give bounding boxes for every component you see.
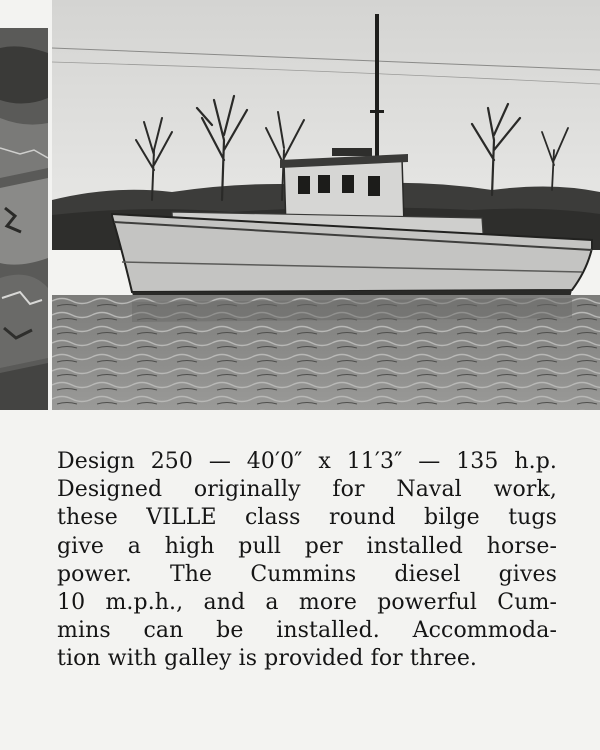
caption-line: mins can be installed. Accommoda- <box>57 618 557 644</box>
tugboat-photograph <box>52 0 600 410</box>
adjacent-photo-strip <box>0 28 48 410</box>
caption-line: tion with galley is provided for three. <box>57 646 478 672</box>
caption-line: give a high pull per installed horse- <box>57 533 557 559</box>
caption-line: 10 m.p.h., and a more powerful Cum- <box>57 590 557 616</box>
tugboat-photo-image <box>52 0 600 410</box>
caption-line: Design 250 — 40′0″ x 11′3″ — 135 h.p. <box>57 449 557 474</box>
caption-line: Designed originally for Naval work, <box>57 477 557 503</box>
caption-line: power. The Cummins diesel gives <box>57 561 557 587</box>
design-caption <box>57 448 557 674</box>
caption-line: these VILLE class round bilge tugs <box>57 505 557 531</box>
rocky-shore-image <box>0 28 48 410</box>
